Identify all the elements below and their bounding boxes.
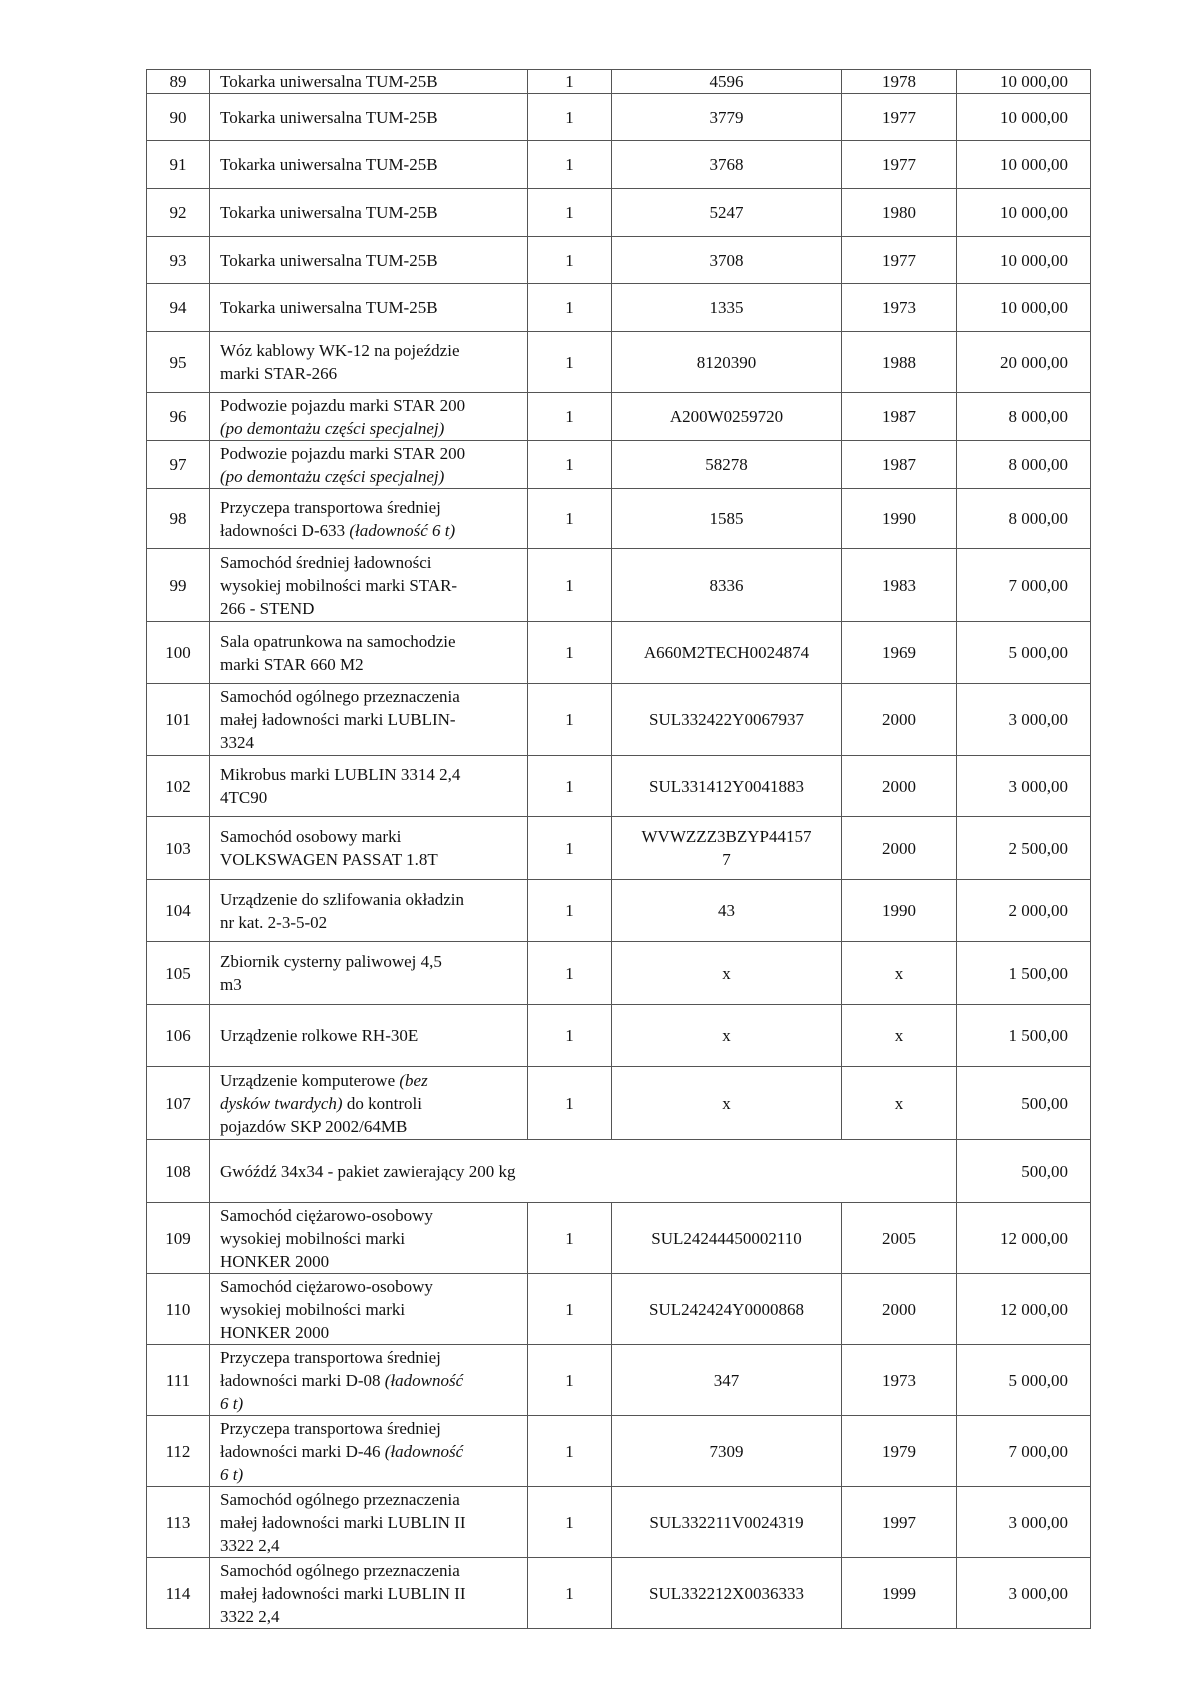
value-cell: 10 000,00 — [957, 189, 1091, 237]
serial-number: 8336 — [709, 575, 744, 595]
item-name-cell — [210, 942, 528, 1005]
item-name-cell — [210, 332, 528, 393]
row-number-cell: 98 — [147, 489, 210, 549]
value-cell: 3 000,00 — [957, 1558, 1091, 1629]
item-name-cell — [210, 1140, 957, 1203]
serial-number: x — [722, 1026, 731, 1045]
quantity-cell: 1 — [528, 489, 612, 549]
table-row — [147, 1274, 1091, 1345]
value-cell: 5 000,00 — [957, 1345, 1091, 1416]
row-number-cell: 99 — [147, 549, 210, 622]
serial-number: 347 — [713, 1370, 740, 1390]
row-number-cell: 106 — [147, 1005, 210, 1067]
item-name: Tokarka uniwersalna TUM-25B — [220, 72, 438, 91]
row-number-cell: 110 — [147, 1274, 210, 1345]
item-name-cell — [210, 880, 528, 942]
item-name: Przyczepa transportowa średniej ładowności marki D-46 — [220, 1418, 441, 1461]
row-number-cell: 96 — [147, 393, 210, 441]
item-name-cell — [210, 141, 528, 189]
item-name: Samochód ciężarowo-osobowy wysokiej mobilności marki HONKER 2000 — [220, 1276, 433, 1342]
item-name-cell — [210, 441, 528, 489]
item-name-cell — [210, 70, 528, 94]
serial-number: A200W0259720 — [669, 407, 784, 426]
row-number-cell: 90 — [147, 94, 210, 141]
quantity-cell: 1 — [528, 549, 612, 622]
production-year-cell: 1969 — [842, 622, 957, 684]
serial-number-cell — [612, 1558, 842, 1629]
item-name-cell — [210, 237, 528, 284]
value-cell: 2 500,00 — [957, 817, 1091, 880]
item-name-cell — [210, 1067, 528, 1140]
item-name: Przyczepa transportowa średniej ładowności D-633 — [220, 497, 441, 540]
value-cell: 7 000,00 — [957, 1416, 1091, 1487]
value-cell: 5 000,00 — [957, 622, 1091, 684]
row-number-cell: 113 — [147, 1487, 210, 1558]
production-year-cell: 2000 — [842, 817, 957, 880]
serial-number: SUL331412Y0041883 — [649, 776, 804, 796]
item-name: Tokarka uniwersalna TUM-25B — [220, 155, 438, 174]
item-name-cell — [210, 393, 528, 441]
serial-number: x — [722, 963, 731, 983]
value-cell: 3 000,00 — [957, 1487, 1091, 1558]
serial-number-cell — [612, 1203, 842, 1274]
item-name-cell — [210, 1203, 528, 1274]
item-name-note: (bez dysków twardych) — [220, 1070, 428, 1113]
row-number-cell: 100 — [147, 622, 210, 684]
item-name: Zbiornik cysterny paliwowej 4,5 m3 — [220, 952, 442, 994]
table-row — [147, 94, 1091, 141]
item-name: Samochód ogólnego przeznaczenia małej ładowności marki LUBLIN II 3322 2,4 — [220, 1489, 466, 1555]
serial-number-cell — [612, 622, 842, 684]
serial-number-cell — [612, 880, 842, 942]
production-year-cell: 1990 — [842, 489, 957, 549]
value-cell: 3 000,00 — [957, 756, 1091, 817]
row-number-cell: 89 — [147, 70, 210, 94]
item-name: Tokarka uniwersalna TUM-25B — [220, 203, 438, 222]
item-name: Mikrobus marki LUBLIN 3314 2,4 4TC90 — [220, 765, 461, 807]
table-row — [147, 622, 1091, 684]
item-name-note: (po demontażu części specjalnej) — [220, 466, 445, 486]
row-number-cell: 103 — [147, 817, 210, 880]
item-name-cell — [210, 756, 528, 817]
serial-number-cell — [612, 189, 842, 237]
serial-number: A660M2TECH0024874 — [643, 643, 810, 662]
item-name: Tokarka uniwersalna TUM-25B — [220, 250, 438, 270]
row-number-cell: 102 — [147, 756, 210, 817]
serial-number: 4596 — [709, 72, 744, 91]
table-row — [147, 1416, 1091, 1487]
quantity-cell: 1 — [528, 1203, 612, 1274]
quantity-cell: 1 — [528, 332, 612, 393]
serial-number-cell — [612, 1274, 842, 1345]
table-row — [147, 1067, 1091, 1140]
serial-number-cell — [612, 237, 842, 284]
serial-number-cell — [612, 1067, 842, 1140]
item-name-cell — [210, 1345, 528, 1416]
table-row — [147, 1487, 1091, 1558]
quantity-cell: 1 — [528, 817, 612, 880]
item-name-note: (ładowność 6 t) — [349, 520, 456, 540]
item-name-note: (ładowność 6 t) — [220, 1370, 464, 1413]
serial-number-cell — [612, 284, 842, 332]
value-cell: 10 000,00 — [957, 237, 1091, 284]
item-name: Samochód ogólnego przeznaczenia małej ładowności marki LUBLIN- 3324 — [220, 687, 460, 752]
serial-number: SUL242424Y0000868 — [649, 1299, 804, 1319]
item-name: Podwozie pojazdu marki STAR 200 — [220, 395, 466, 415]
production-year-cell: 1997 — [842, 1487, 957, 1558]
item-name-cell — [210, 189, 528, 237]
serial-number: 1335 — [709, 298, 744, 317]
item-name-note: (ładowność 6 t) — [220, 1441, 464, 1484]
quantity-cell: 1 — [528, 880, 612, 942]
serial-number-cell — [612, 1416, 842, 1487]
table-row — [147, 189, 1091, 237]
serial-number-cell — [612, 70, 842, 94]
item-name: Przyczepa transportowa średniej ładowności marki D-08 — [220, 1347, 441, 1390]
production-year-cell: 1973 — [842, 284, 957, 332]
value-cell: 8 000,00 — [957, 441, 1091, 489]
value-cell: 1 500,00 — [957, 1005, 1091, 1067]
table-row — [147, 817, 1091, 880]
serial-number: 5247 — [709, 203, 744, 222]
serial-number-cell — [612, 393, 842, 441]
value-cell: 8 000,00 — [957, 393, 1091, 441]
table-row — [147, 549, 1091, 622]
row-number-cell: 109 — [147, 1203, 210, 1274]
item-name: Samochód średniej ładowności wysokiej mobilności marki STAR- 266 - STEND — [220, 552, 458, 618]
row-number-cell: 112 — [147, 1416, 210, 1487]
row-number-cell: 94 — [147, 284, 210, 332]
quantity-cell: 1 — [528, 1274, 612, 1345]
table-row — [147, 1345, 1091, 1416]
production-year-cell: 1988 — [842, 332, 957, 393]
quantity-cell: 1 — [528, 70, 612, 94]
serial-number-cell — [612, 1487, 842, 1558]
quantity-cell: 1 — [528, 942, 612, 1005]
item-name-note: (po demontażu części specjalnej) — [220, 418, 445, 438]
value-cell: 10 000,00 — [957, 94, 1091, 141]
serial-number-cell — [612, 756, 842, 817]
row-number-cell: 91 — [147, 141, 210, 189]
serial-number: 3779 — [709, 107, 744, 127]
production-year-cell: x — [842, 942, 957, 1005]
quantity-cell: 1 — [528, 141, 612, 189]
serial-number: SUL332212X0036333 — [649, 1583, 804, 1603]
item-name: Samochód osobowy marki VOLKSWAGEN PASSAT 1.8T — [220, 827, 438, 869]
row-number-cell: 105 — [147, 942, 210, 1005]
table-row — [147, 1203, 1091, 1274]
row-number-cell: 114 — [147, 1558, 210, 1629]
serial-number-cell — [612, 684, 842, 756]
serial-number: x — [722, 1093, 731, 1113]
item-name-continued: do kontroli pojazdów SKP 2002/64MB — [220, 1093, 422, 1136]
quantity-cell: 1 — [528, 94, 612, 141]
serial-number: SUL332422Y0067937 — [649, 710, 804, 729]
value-cell: 10 000,00 — [957, 141, 1091, 189]
item-name: Sala opatrunkowa na samochodzie marki STAR 660 M2 — [220, 631, 456, 674]
table-row — [147, 284, 1091, 332]
table-row — [147, 332, 1091, 393]
table-row — [147, 489, 1091, 549]
value-cell: 10 000,00 — [957, 284, 1091, 332]
item-name: Tokarka uniwersalna TUM-25B — [220, 298, 438, 317]
quantity-cell: 1 — [528, 1005, 612, 1067]
item-name-cell — [210, 1487, 528, 1558]
serial-number-cell — [612, 1345, 842, 1416]
item-name-cell — [210, 622, 528, 684]
item-name: Gwóźdź 34x34 - pakiet zawierający 200 kg — [220, 1161, 516, 1181]
quantity-cell: 1 — [528, 393, 612, 441]
item-name-cell — [210, 684, 528, 756]
serial-number-cell — [612, 817, 842, 880]
serial-number-cell — [612, 141, 842, 189]
table-row — [147, 880, 1091, 942]
item-name: Samochód ogólnego przeznaczenia małej ładowności marki LUBLIN II 3322 2,4 — [220, 1560, 466, 1626]
production-year-cell: 1979 — [842, 1416, 957, 1487]
item-name-cell — [210, 1005, 528, 1067]
serial-number-cell — [612, 489, 842, 549]
table-row — [147, 141, 1091, 189]
value-cell: 500,00 — [957, 1140, 1091, 1203]
table-row — [147, 441, 1091, 489]
table-row — [147, 1558, 1091, 1629]
quantity-cell: 1 — [528, 237, 612, 284]
quantity-cell: 1 — [528, 622, 612, 684]
item-name-cell — [210, 817, 528, 880]
production-year-cell: 2005 — [842, 1203, 957, 1274]
production-year-cell: 1977 — [842, 237, 957, 284]
serial-number: 3768 — [709, 155, 744, 174]
table-row — [147, 942, 1091, 1005]
value-cell: 1 500,00 — [957, 942, 1091, 1005]
quantity-cell: 1 — [528, 284, 612, 332]
serial-number: 58278 — [705, 455, 748, 474]
production-year-cell: 2000 — [842, 756, 957, 817]
serial-number: WVWZZZ3BZYP44157 7 — [641, 827, 812, 869]
quantity-cell: 1 — [528, 1558, 612, 1629]
serial-number-cell — [612, 942, 842, 1005]
quantity-cell: 1 — [528, 1067, 612, 1140]
quantity-cell: 1 — [528, 1487, 612, 1558]
table-row — [147, 393, 1091, 441]
value-cell: 20 000,00 — [957, 332, 1091, 393]
item-name: Podwozie pojazdu marki STAR 200 — [220, 443, 466, 463]
item-name-cell — [210, 284, 528, 332]
serial-number: 7309 — [709, 1441, 744, 1461]
serial-number-cell — [612, 549, 842, 622]
item-name: Urządzenie komputerowe — [220, 1070, 400, 1090]
value-cell: 3 000,00 — [957, 684, 1091, 756]
row-number-cell: 92 — [147, 189, 210, 237]
value-cell: 500,00 — [957, 1067, 1091, 1140]
production-year-cell: 1978 — [842, 70, 957, 94]
production-year-cell: 1977 — [842, 141, 957, 189]
production-year-cell: 1999 — [842, 1558, 957, 1629]
row-number-cell: 95 — [147, 332, 210, 393]
item-name-cell — [210, 1274, 528, 1345]
inventory-rows — [147, 70, 1091, 1629]
quantity-cell: 1 — [528, 756, 612, 817]
serial-number-cell — [612, 441, 842, 489]
serial-number: SUL332211V0024319 — [649, 1512, 804, 1532]
value-cell: 10 000,00 — [957, 70, 1091, 94]
production-year-cell: 1987 — [842, 441, 957, 489]
table-row — [147, 237, 1091, 284]
serial-number-cell — [612, 1005, 842, 1067]
serial-number: SUL24244450002110 — [651, 1228, 802, 1248]
item-name: Urządzenie do szlifowania okładzin nr kat. 2-3-5-02 — [220, 889, 465, 932]
inventory-table — [146, 69, 1091, 1629]
production-year-cell: 1977 — [842, 94, 957, 141]
item-name: Tokarka uniwersalna TUM-25B — [220, 107, 438, 127]
row-number-cell: 101 — [147, 684, 210, 756]
production-year-cell: 1987 — [842, 393, 957, 441]
production-year-cell: 1990 — [842, 880, 957, 942]
table-row — [147, 1140, 1091, 1203]
item-name-cell — [210, 549, 528, 622]
row-number-cell: 97 — [147, 441, 210, 489]
quantity-cell: 1 — [528, 1416, 612, 1487]
value-cell: 12 000,00 — [957, 1274, 1091, 1345]
item-name-cell — [210, 1416, 528, 1487]
quantity-cell: 1 — [528, 441, 612, 489]
quantity-cell: 1 — [528, 684, 612, 756]
quantity-cell: 1 — [528, 189, 612, 237]
value-cell: 7 000,00 — [957, 549, 1091, 622]
production-year-cell: 1973 — [842, 1345, 957, 1416]
serial-number: 1585 — [709, 509, 744, 528]
item-name-cell — [210, 94, 528, 141]
row-number-cell: 107 — [147, 1067, 210, 1140]
row-number-cell: 108 — [147, 1140, 210, 1203]
serial-number: 8120390 — [696, 352, 757, 372]
serial-number-cell — [612, 332, 842, 393]
serial-number: 43 — [718, 901, 735, 920]
item-name: Samochód ciężarowo-osobowy wysokiej mobilności marki HONKER 2000 — [220, 1205, 433, 1271]
value-cell: 12 000,00 — [957, 1203, 1091, 1274]
serial-number: 3708 — [709, 250, 744, 270]
quantity-cell: 1 — [528, 1345, 612, 1416]
row-number-cell: 111 — [147, 1345, 210, 1416]
table-row — [147, 70, 1091, 94]
item-name: Urządzenie rolkowe RH-30E — [220, 1026, 419, 1045]
table-row — [147, 756, 1091, 817]
item-name-cell — [210, 489, 528, 549]
item-name: Wóz kablowy WK-12 na pojeździe marki STAR-266 — [220, 341, 460, 383]
row-number-cell: 93 — [147, 237, 210, 284]
value-cell: 8 000,00 — [957, 489, 1091, 549]
item-name-cell — [210, 1558, 528, 1629]
value-cell: 2 000,00 — [957, 880, 1091, 942]
production-year-cell: 1983 — [842, 549, 957, 622]
table-row — [147, 1005, 1091, 1067]
serial-number-cell — [612, 94, 842, 141]
production-year-cell: x — [842, 1067, 957, 1140]
row-number-cell: 104 — [147, 880, 210, 942]
production-year-cell: 2000 — [842, 684, 957, 756]
production-year-cell: 2000 — [842, 1274, 957, 1345]
production-year-cell: 1980 — [842, 189, 957, 237]
production-year-cell: x — [842, 1005, 957, 1067]
table-row — [147, 684, 1091, 756]
